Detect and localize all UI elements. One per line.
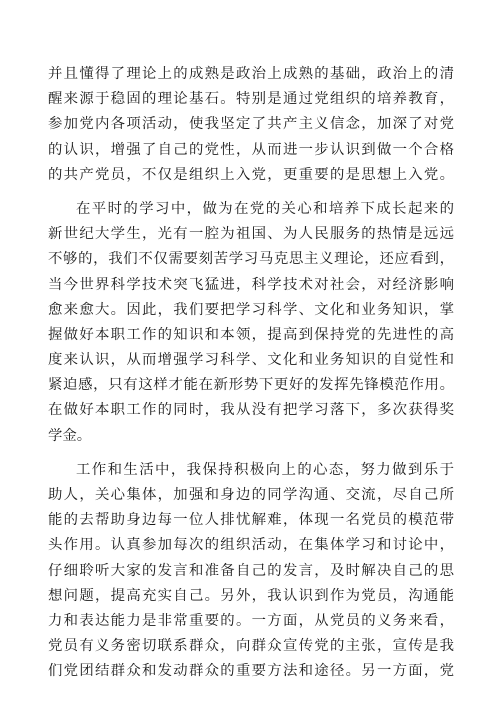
text-line: 党员有义务密切联系群众，向群众宣传党的主张，宣传是我	[48, 638, 454, 655]
document-body	[48, 62, 454, 685]
paragraph-spacer	[48, 449, 454, 458]
text-line: 新世纪大学生，光有一腔为祖国、为人民服务的热情是远远	[48, 226, 454, 243]
text-line: 学金。	[48, 427, 92, 444]
text-line: 在做好本职工作的同时，我从没有把学习落下，多次获得奖	[48, 402, 454, 419]
text-line: 们党团结群众和发动群众的重要方法和途径。另一方面，党	[48, 663, 454, 680]
paragraph-spacer	[48, 188, 454, 197]
text-line: 醒来源于稳固的理论基石。特别是通过党组织的培养教育，	[48, 91, 454, 108]
text-line: 想问题，提高充实自己。另外，我认识到作为党员，沟通能	[48, 587, 454, 604]
text-line: 愈来愈大。因此，我们要把学习科学、文化和业务知识，掌	[48, 301, 454, 318]
text-line: 不够的，我们不仅需要刻苦学习马克思主义理论，还应看到，	[48, 251, 454, 268]
text-line: 握做好本职工作的知识和本领，提高到保持党的先进性的高	[48, 326, 454, 343]
text-line: 头作用。认真参加每次的组织活动，在集体学习和讨论中，	[48, 537, 454, 554]
paragraph-3	[48, 458, 454, 685]
text-line: 的共产党员，不仅是组织上入党，更重要的是思想上入党。	[48, 166, 454, 183]
text-line: 当今世界科学技术突飞猛进，科学技术对社会，对经济影响	[48, 276, 454, 293]
text-line: 在平时的学习中，做为在党的关心和培养下成长起来的	[76, 200, 454, 217]
text-line: 力和表达能力是非常重要的。一方面，从党员的义务来看，	[48, 612, 454, 629]
paragraph-1	[48, 62, 454, 188]
text-line: 度来认识，从而增强学习科学、文化和业务知识的自觉性和	[48, 352, 454, 369]
text-line: 仔细聆听大家的发言和准备自己的发言，及时解决自己的思	[48, 562, 454, 579]
text-line: 能的去帮助身边每一位人排忧解难，体现一名党员的模范带	[48, 512, 454, 529]
text-line: 助人，关心集体，加强和身边的同学沟通、交流，尽自己所	[48, 487, 454, 503]
text-line: 工作和生活中，我保持积极向上的心态，努力做到乐于	[76, 461, 454, 478]
text-line: 的认识，增强了自己的党性，从而进一步认识到做一个合格	[48, 141, 454, 158]
text-line: 紧迫感，只有这样才能在新形势下更好的发挥先锋模范作用。	[48, 377, 454, 394]
paragraph-2	[48, 197, 454, 449]
text-line: 参加党内各项活动，使我坚定了共产主义信念，加深了对党	[48, 116, 454, 133]
text-line: 并且懂得了理论上的成熟是政治上成熟的基础，政治上的清	[48, 66, 454, 82]
